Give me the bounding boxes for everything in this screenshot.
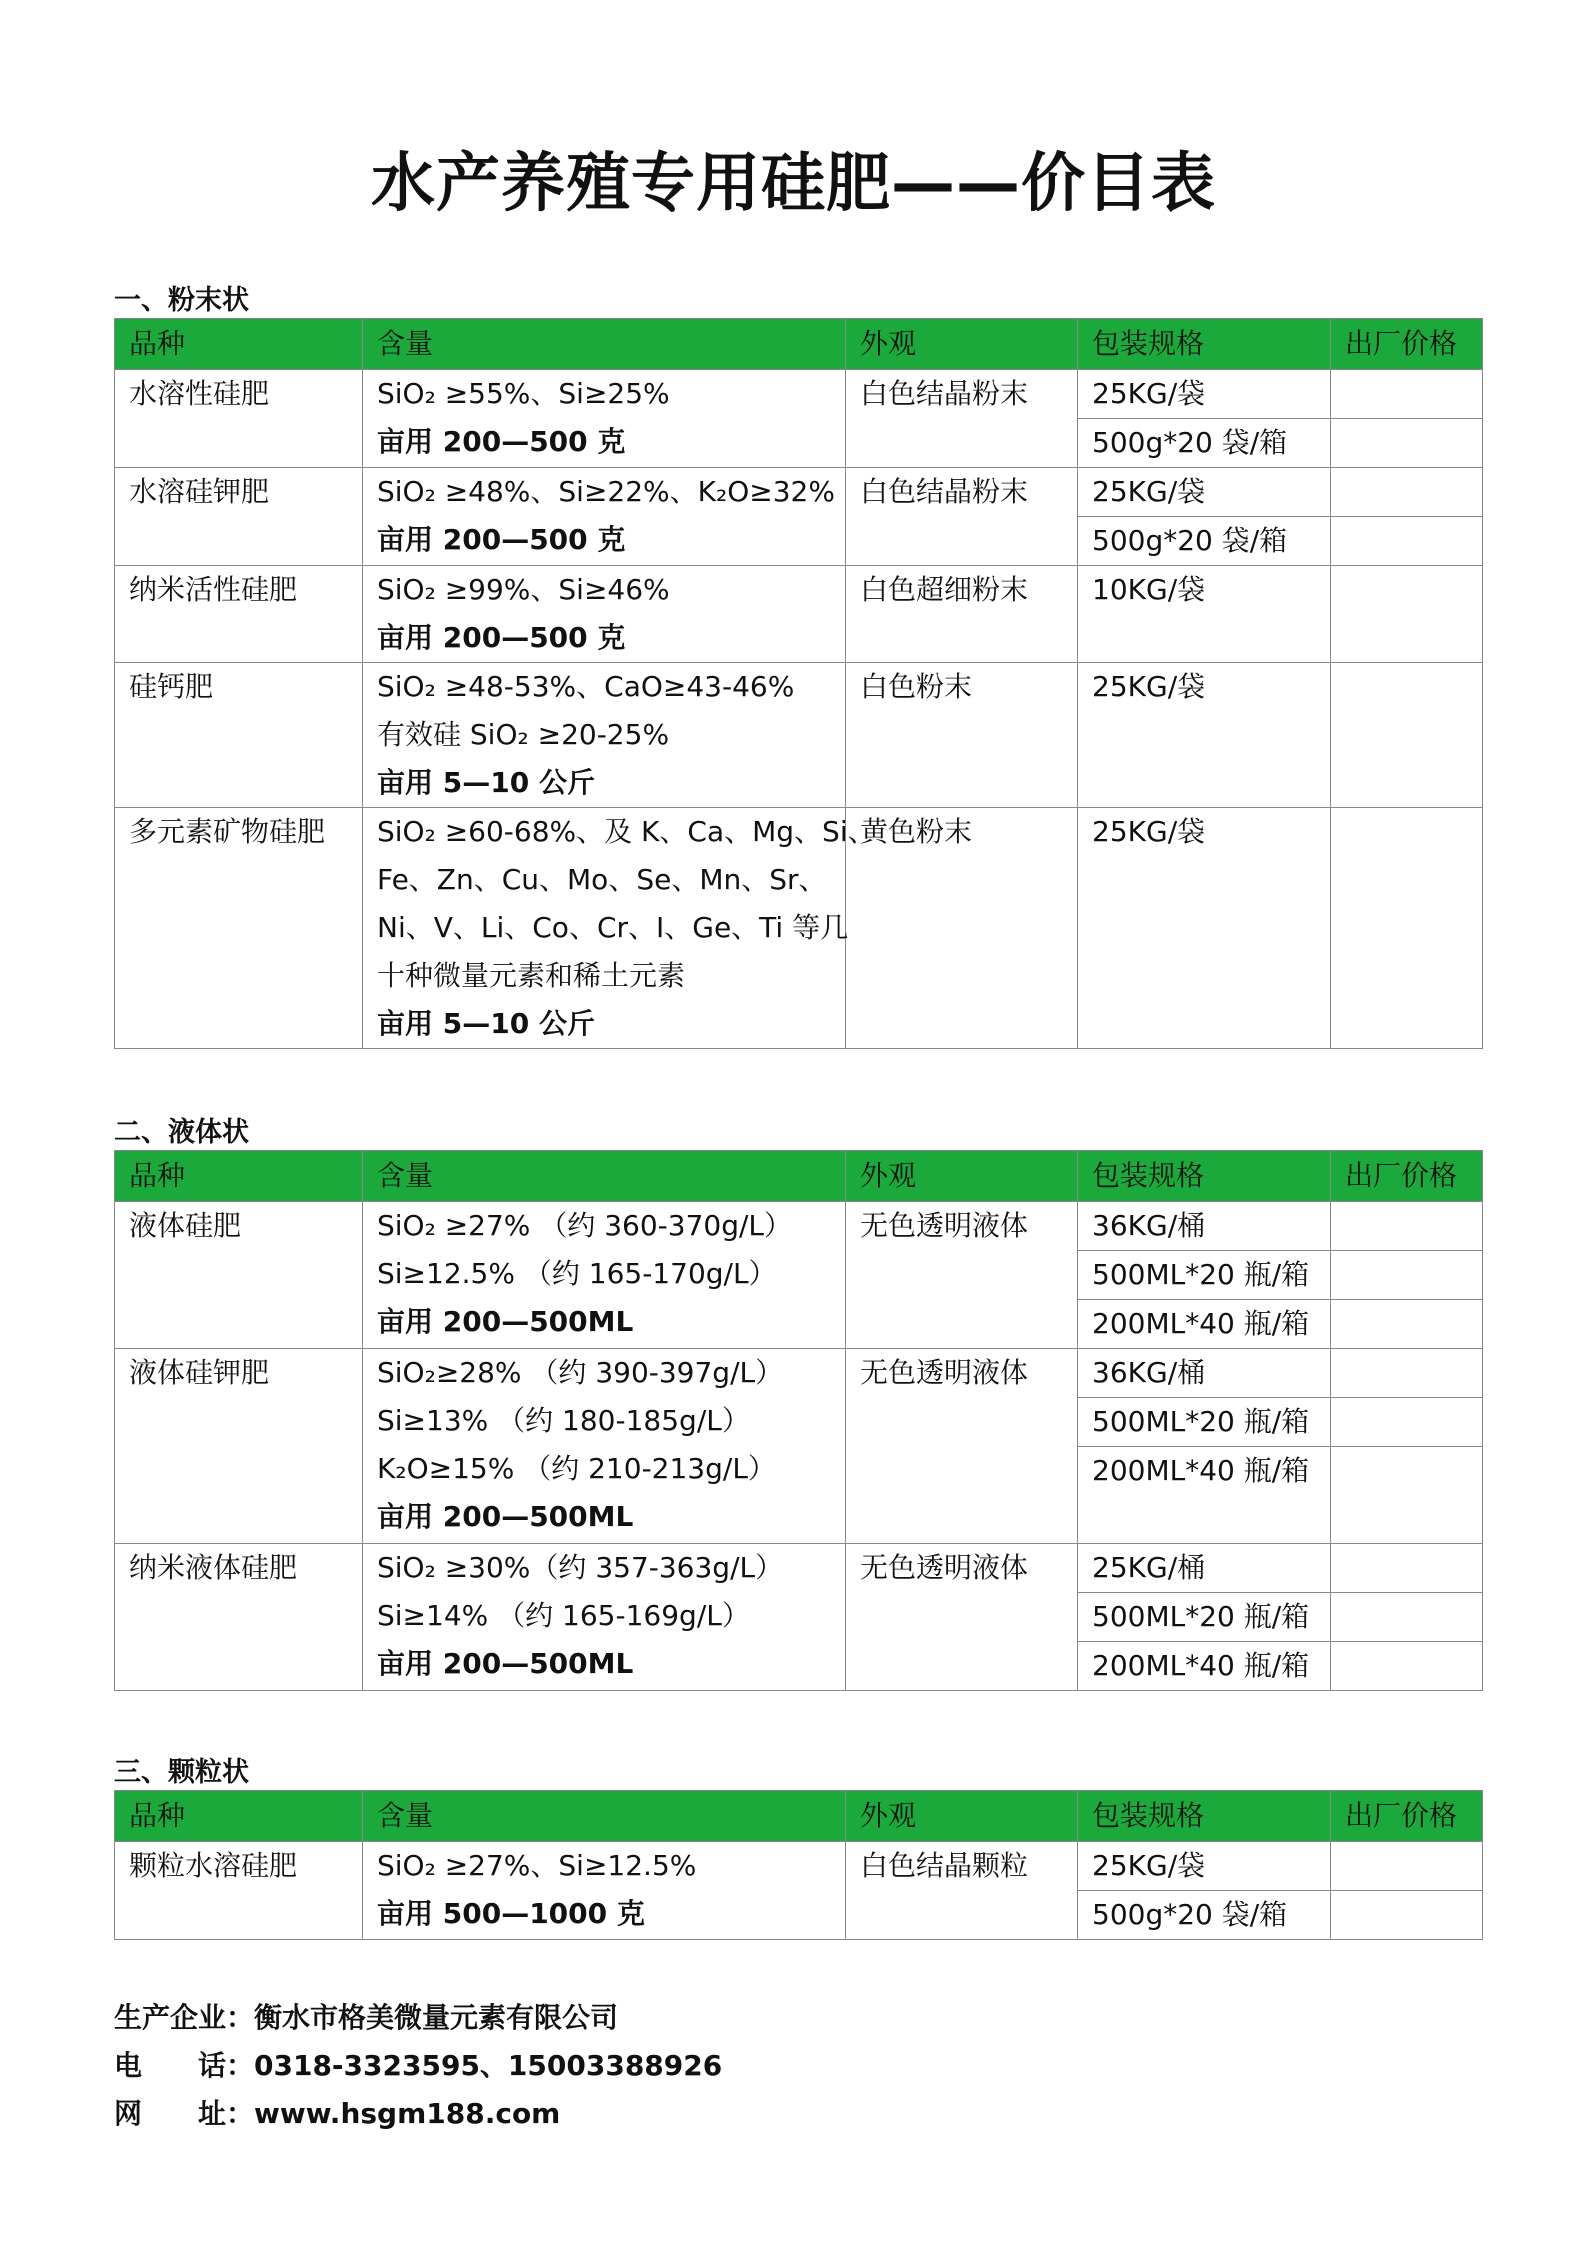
- table-row: [115, 808, 1483, 1049]
- header-variety: 品种: [115, 1791, 363, 1842]
- appearance-cell: 无色透明液体: [846, 1202, 1078, 1349]
- content-line: K₂O≥15% （约 210-213g/L）: [377, 1452, 776, 1485]
- header-appearance: 外观: [846, 1791, 1078, 1842]
- variety-cell: 纳米活性硅肥: [115, 566, 363, 663]
- package-cell: 25KG/袋: [1078, 468, 1331, 517]
- table-row: [115, 1544, 1483, 1593]
- package-cell: 200ML*40 瓶/箱: [1078, 1447, 1331, 1544]
- dosage-line: 亩用 500—1000 克: [377, 1897, 645, 1930]
- content-line: Si≥12.5% （约 165-170g/L）: [377, 1257, 777, 1290]
- appearance-cell: 白色超细粉末: [846, 566, 1078, 663]
- package-cell: 200ML*40 瓶/箱: [1078, 1642, 1331, 1691]
- table-row: [115, 663, 1483, 808]
- table-header-row: [115, 319, 1483, 370]
- content-line: SiO₂ ≥60-68%、及 K、Ca、Mg、Si、: [377, 815, 876, 848]
- content-line: SiO₂ ≥48%、Si≥22%、K₂O≥32%: [377, 475, 835, 508]
- package-cell: 500ML*20 瓶/箱: [1078, 1398, 1331, 1447]
- header-appearance: 外观: [846, 1151, 1078, 1202]
- price-table-liquid: [114, 1150, 1483, 1691]
- content-cell: [363, 1349, 846, 1544]
- section-heading-granule: 三、颗粒状: [114, 1757, 249, 1788]
- variety-cell: 液体硅钾肥: [115, 1349, 363, 1544]
- price-cell: [1331, 468, 1483, 517]
- price-cell: [1331, 1251, 1483, 1300]
- package-cell: 25KG/袋: [1078, 1842, 1331, 1891]
- package-cell: 500ML*20 瓶/箱: [1078, 1251, 1331, 1300]
- appearance-cell: 白色结晶颗粒: [846, 1842, 1078, 1940]
- price-cell: [1331, 1398, 1483, 1447]
- content-line: Si≥13% （约 180-185g/L）: [377, 1404, 750, 1437]
- table-row: [115, 1842, 1483, 1891]
- dosage-line: 亩用 200—500 克: [377, 621, 626, 654]
- appearance-cell: 无色透明液体: [846, 1544, 1078, 1691]
- price-cell: [1331, 1842, 1483, 1891]
- content-line: SiO₂ ≥48-53%、CaO≥43-46%: [377, 670, 795, 703]
- content-line: Si≥14% （约 165-169g/L）: [377, 1599, 750, 1632]
- header-package: 包装规格: [1078, 1791, 1331, 1842]
- price-cell: [1331, 1544, 1483, 1593]
- price-table-powder: [114, 318, 1483, 1049]
- variety-cell: 多元素矿物硅肥: [115, 808, 363, 1049]
- content-line: SiO₂ ≥30%（约 357-363g/L）: [377, 1551, 784, 1584]
- table-row: [115, 1349, 1483, 1398]
- content-line: 十种微量元素和稀土元素: [377, 959, 686, 992]
- section-heading-liquid: 二、液体状: [114, 1117, 249, 1148]
- table-row: [115, 566, 1483, 663]
- package-cell: 25KG/袋: [1078, 663, 1331, 808]
- dosage-line: 亩用 200—500 克: [377, 523, 626, 556]
- content-line: SiO₂ ≥27%、Si≥12.5%: [377, 1849, 697, 1882]
- content-cell: [363, 663, 846, 808]
- table-row: [115, 1202, 1483, 1251]
- footer-phone: 电 话：0318-3323595、15003388926: [114, 2049, 723, 2082]
- variety-cell: 水溶性硅肥: [115, 370, 363, 468]
- header-appearance: 外观: [846, 319, 1078, 370]
- content-line: SiO₂ ≥27% （约 360-370g/L）: [377, 1209, 793, 1242]
- content-line: SiO₂ ≥55%、Si≥25%: [377, 377, 670, 410]
- header-price: 出厂价格: [1331, 1791, 1483, 1842]
- appearance-cell: 无色透明液体: [846, 1349, 1078, 1544]
- dosage-line: 亩用 200—500 克: [377, 425, 626, 458]
- price-cell: [1331, 1349, 1483, 1398]
- header-content: 含量: [363, 1151, 846, 1202]
- price-table-granule: [114, 1790, 1483, 1940]
- header-variety: 品种: [115, 1151, 363, 1202]
- footer-website: 网 址：www.hsgm188.com: [114, 2097, 561, 2130]
- table-header-row: [115, 1151, 1483, 1202]
- price-cell: [1331, 419, 1483, 468]
- content-cell: [363, 566, 846, 663]
- content-line: 有效硅 SiO₂ ≥20-25%: [377, 718, 670, 751]
- package-cell: 25KG/桶: [1078, 1544, 1331, 1593]
- appearance-cell: 白色结晶粉末: [846, 370, 1078, 468]
- package-cell: 500ML*20 瓶/箱: [1078, 1593, 1331, 1642]
- appearance-cell: 白色粉末: [846, 663, 1078, 808]
- table-row: [115, 370, 1483, 419]
- variety-cell: 颗粒水溶硅肥: [115, 1842, 363, 1940]
- table-row: [115, 468, 1483, 517]
- content-cell: [363, 1202, 846, 1349]
- page-title: 水产养殖专用硅肥——价目表: [371, 147, 1216, 221]
- content-line: SiO₂≥28% （约 390-397g/L）: [377, 1356, 784, 1389]
- appearance-cell: 白色结晶粉末: [846, 468, 1078, 566]
- dosage-line: 亩用 5—10 公斤: [377, 1007, 595, 1040]
- content-line: Ni、V、Li、Co、Cr、I、Ge、Ti 等几: [377, 911, 849, 944]
- content-cell: [363, 468, 846, 566]
- price-cell: [1331, 1300, 1483, 1349]
- dosage-line: 亩用 200—500ML: [377, 1305, 634, 1338]
- package-cell: 500g*20 袋/箱: [1078, 517, 1331, 566]
- content-cell: [363, 808, 876, 1049]
- package-cell: 36KG/桶: [1078, 1202, 1331, 1251]
- price-cell: [1331, 566, 1483, 663]
- package-cell: 25KG/袋: [1078, 370, 1331, 419]
- package-cell: 36KG/桶: [1078, 1349, 1331, 1398]
- dosage-line: 亩用 5—10 公斤: [377, 766, 595, 799]
- variety-cell: 水溶硅钾肥: [115, 468, 363, 566]
- content-line: SiO₂ ≥99%、Si≥46%: [377, 573, 670, 606]
- price-cell: [1331, 517, 1483, 566]
- variety-cell: 纳米液体硅肥: [115, 1544, 363, 1691]
- price-cell: [1331, 1593, 1483, 1642]
- package-cell: 500g*20 袋/箱: [1078, 1891, 1331, 1940]
- header-content: 含量: [363, 319, 846, 370]
- variety-cell: 硅钙肥: [115, 663, 363, 808]
- dosage-line: 亩用 200—500ML: [377, 1500, 634, 1533]
- header-price: 出厂价格: [1331, 1151, 1483, 1202]
- header-content: 含量: [363, 1791, 846, 1842]
- content-cell: [363, 370, 846, 468]
- package-cell: 25KG/袋: [1078, 808, 1331, 1049]
- content-cell: [363, 1544, 846, 1691]
- table-header-row: [115, 1791, 1483, 1842]
- price-cell: [1331, 1642, 1483, 1691]
- price-cell: [1331, 1891, 1483, 1940]
- price-cell: [1331, 1447, 1483, 1544]
- price-cell: [1331, 1202, 1483, 1251]
- header-variety: 品种: [115, 319, 363, 370]
- package-cell: 10KG/袋: [1078, 566, 1331, 663]
- header-package: 包装规格: [1078, 319, 1331, 370]
- header-price: 出厂价格: [1331, 319, 1483, 370]
- variety-cell: 液体硅肥: [115, 1202, 363, 1349]
- content-line: Fe、Zn、Cu、Mo、Se、Mn、Sr、: [377, 863, 827, 896]
- price-cell: [1331, 370, 1483, 419]
- footer-company: 生产企业：衡水市格美微量元素有限公司: [114, 2001, 619, 2034]
- dosage-line: 亩用 200—500ML: [377, 1647, 634, 1680]
- appearance-cell: 黄色粉末: [846, 808, 1078, 1049]
- package-cell: 500g*20 袋/箱: [1078, 419, 1331, 468]
- content-cell: [363, 1842, 846, 1940]
- header-package: 包装规格: [1078, 1151, 1331, 1202]
- price-cell: [1331, 808, 1483, 1049]
- package-cell: 200ML*40 瓶/箱: [1078, 1300, 1331, 1349]
- price-cell: [1331, 663, 1483, 808]
- section-heading-powder: 一、粉末状: [114, 285, 249, 316]
